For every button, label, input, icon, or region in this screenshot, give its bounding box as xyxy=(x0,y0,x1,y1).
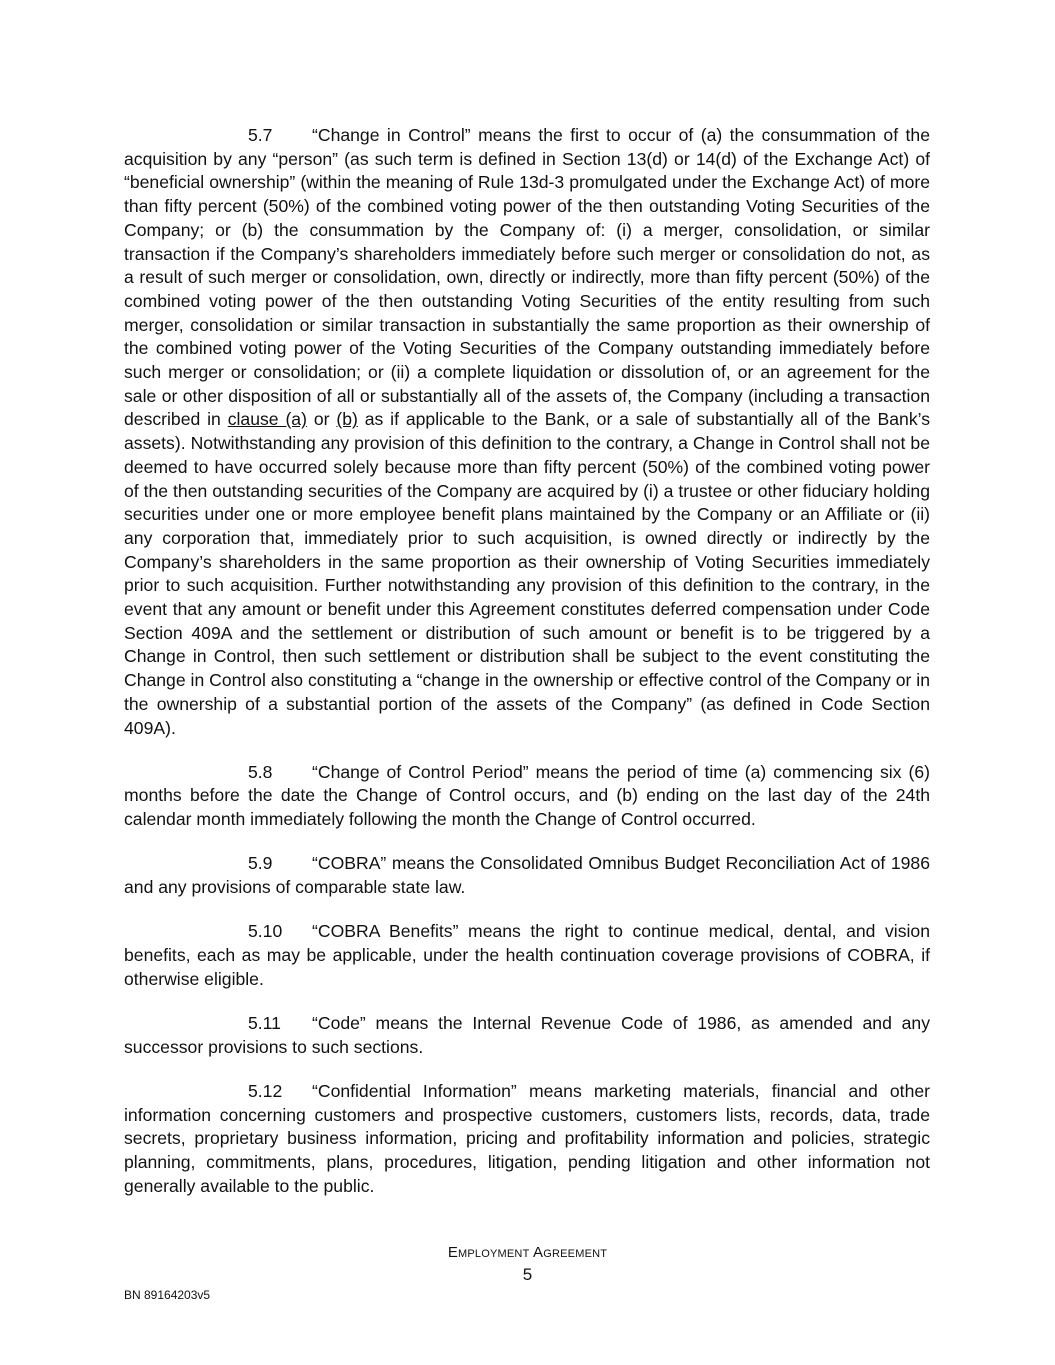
document-body xyxy=(124,124,930,1219)
section-text: “Confidential Information” means marketing materials, financial and other information concerning customers and prospective customers, customers lists, records, data, trade secrets, proprietary business information, pricing and profitability information and policies, strategic planning, commitments, plans, procedures, litigation, pending litigation and other information not generally available to the public. xyxy=(124,1080,930,1196)
section-5-9 xyxy=(124,852,930,899)
section-text: “COBRA Benefits” means the right to continue medical, dental, and vision benefits, each as may be applicable, under the health continuation coverage provisions of COBRA, if otherwise eligible. xyxy=(124,921,930,989)
section-5-8 xyxy=(124,761,930,832)
footer-title: Employment Agreement xyxy=(447,1244,608,1261)
clause-b-reference: (b) xyxy=(336,409,358,430)
section-text: “Code” means the Internal Revenue Code of 1986, as amended and any successor provisions to such sections. xyxy=(124,1012,930,1057)
document-id: BN 89164203v5 xyxy=(124,1288,211,1302)
page-number: 5 xyxy=(522,1265,533,1284)
section-number: 5.7 xyxy=(248,125,273,145)
section-5-10 xyxy=(124,920,930,991)
clause-a-reference: clause (a) xyxy=(227,409,307,430)
section-5-11 xyxy=(124,1012,930,1059)
section-text: or xyxy=(306,409,337,430)
section-text: as if applicable to the Bank, or a sale of substantially all of the Bank’s assets). Notwithstanding any provision of this definition to the contrary, a Change in Control shall not be deemed to have occurred solely because more than fifty percent (50%) of the combined voting power of the then outstanding securities of the Company are acquired by (i) a trustee or other fiduciary holding securities under one or more employee benefit plans maintained by the Company or an Affiliate or (ii) any corporation that, immediately prior to such acquisition, is owned directly or indirectly by the Company’s shareholders in the same proportion as their ownership of Voting Securities immediately prior to such acquisition. Further notwithstanding any provision of this definition to the contrary, in the event that any amount or benefit under this Agreement constitutes deferred compensation under Code Section 409A and the settlement or distribution of such amount or benefit is to be triggered by a Change in Control, then such settlement or distribution shall be subject to the event constituting the Change in Control also constituting a “change in the ownership or effective control of the Company or in the ownership of a substantial portion of the assets of the Company” (as defined in Code Section 409A). xyxy=(124,409,931,738)
section-text: “Change in Control” means the first to occur of (a) the consummation of the acquisition by any “person” (as such term is defined in Section 13(d) or 14(d) of the Exchange Act) of “beneficial ownership” (within the meaning of Rule 13d-3 promulgated under the Exchange Act) of more than fifty percent (50%) of the combined voting power of the then outstanding Voting Securities of the Company; or (b) the consummation by the Company of: (i) a merger, consolidation, or similar transaction if the Company’s shareholders immediately before such merger or consolidation do not, as a result of such merger or consolidation, own, directly or indirectly, more than fifty percent (50%) of the combined voting power of the then outstanding Voting Securities of the entity resulting from such merger, consolidation or similar transaction in substantially the same proportion as their ownership of the combined voting power of the Voting Securities of the Company outstanding immediately before such merger or consolidation; or (ii) a complete liquidation or dissolution of, or an agreement for the sale or other disposition of all or substantially all of the assets of, the Company (including a transaction described in xyxy=(124,125,930,430)
section-5-7 xyxy=(124,124,930,740)
section-number: 5.11 xyxy=(248,1012,281,1033)
section-number: 5.9 xyxy=(248,853,273,874)
section-text: “Change of Control Period” means the period of time (a) commencing six (6) months before the date the Change of Control occurs, and (b) ending on the last day of the 24th calendar month immediately following the month the Change of Control occurred. xyxy=(124,761,930,830)
section-number: 5.12 xyxy=(248,1080,283,1101)
section-text: “COBRA” means the Consolidated Omnibus Budget Reconciliation Act of 1986 and any provisions of comparable state law. xyxy=(124,853,930,898)
section-number: 5.10 xyxy=(248,921,283,942)
section-number: 5.8 xyxy=(248,761,273,782)
section-5-12 xyxy=(124,1080,930,1199)
